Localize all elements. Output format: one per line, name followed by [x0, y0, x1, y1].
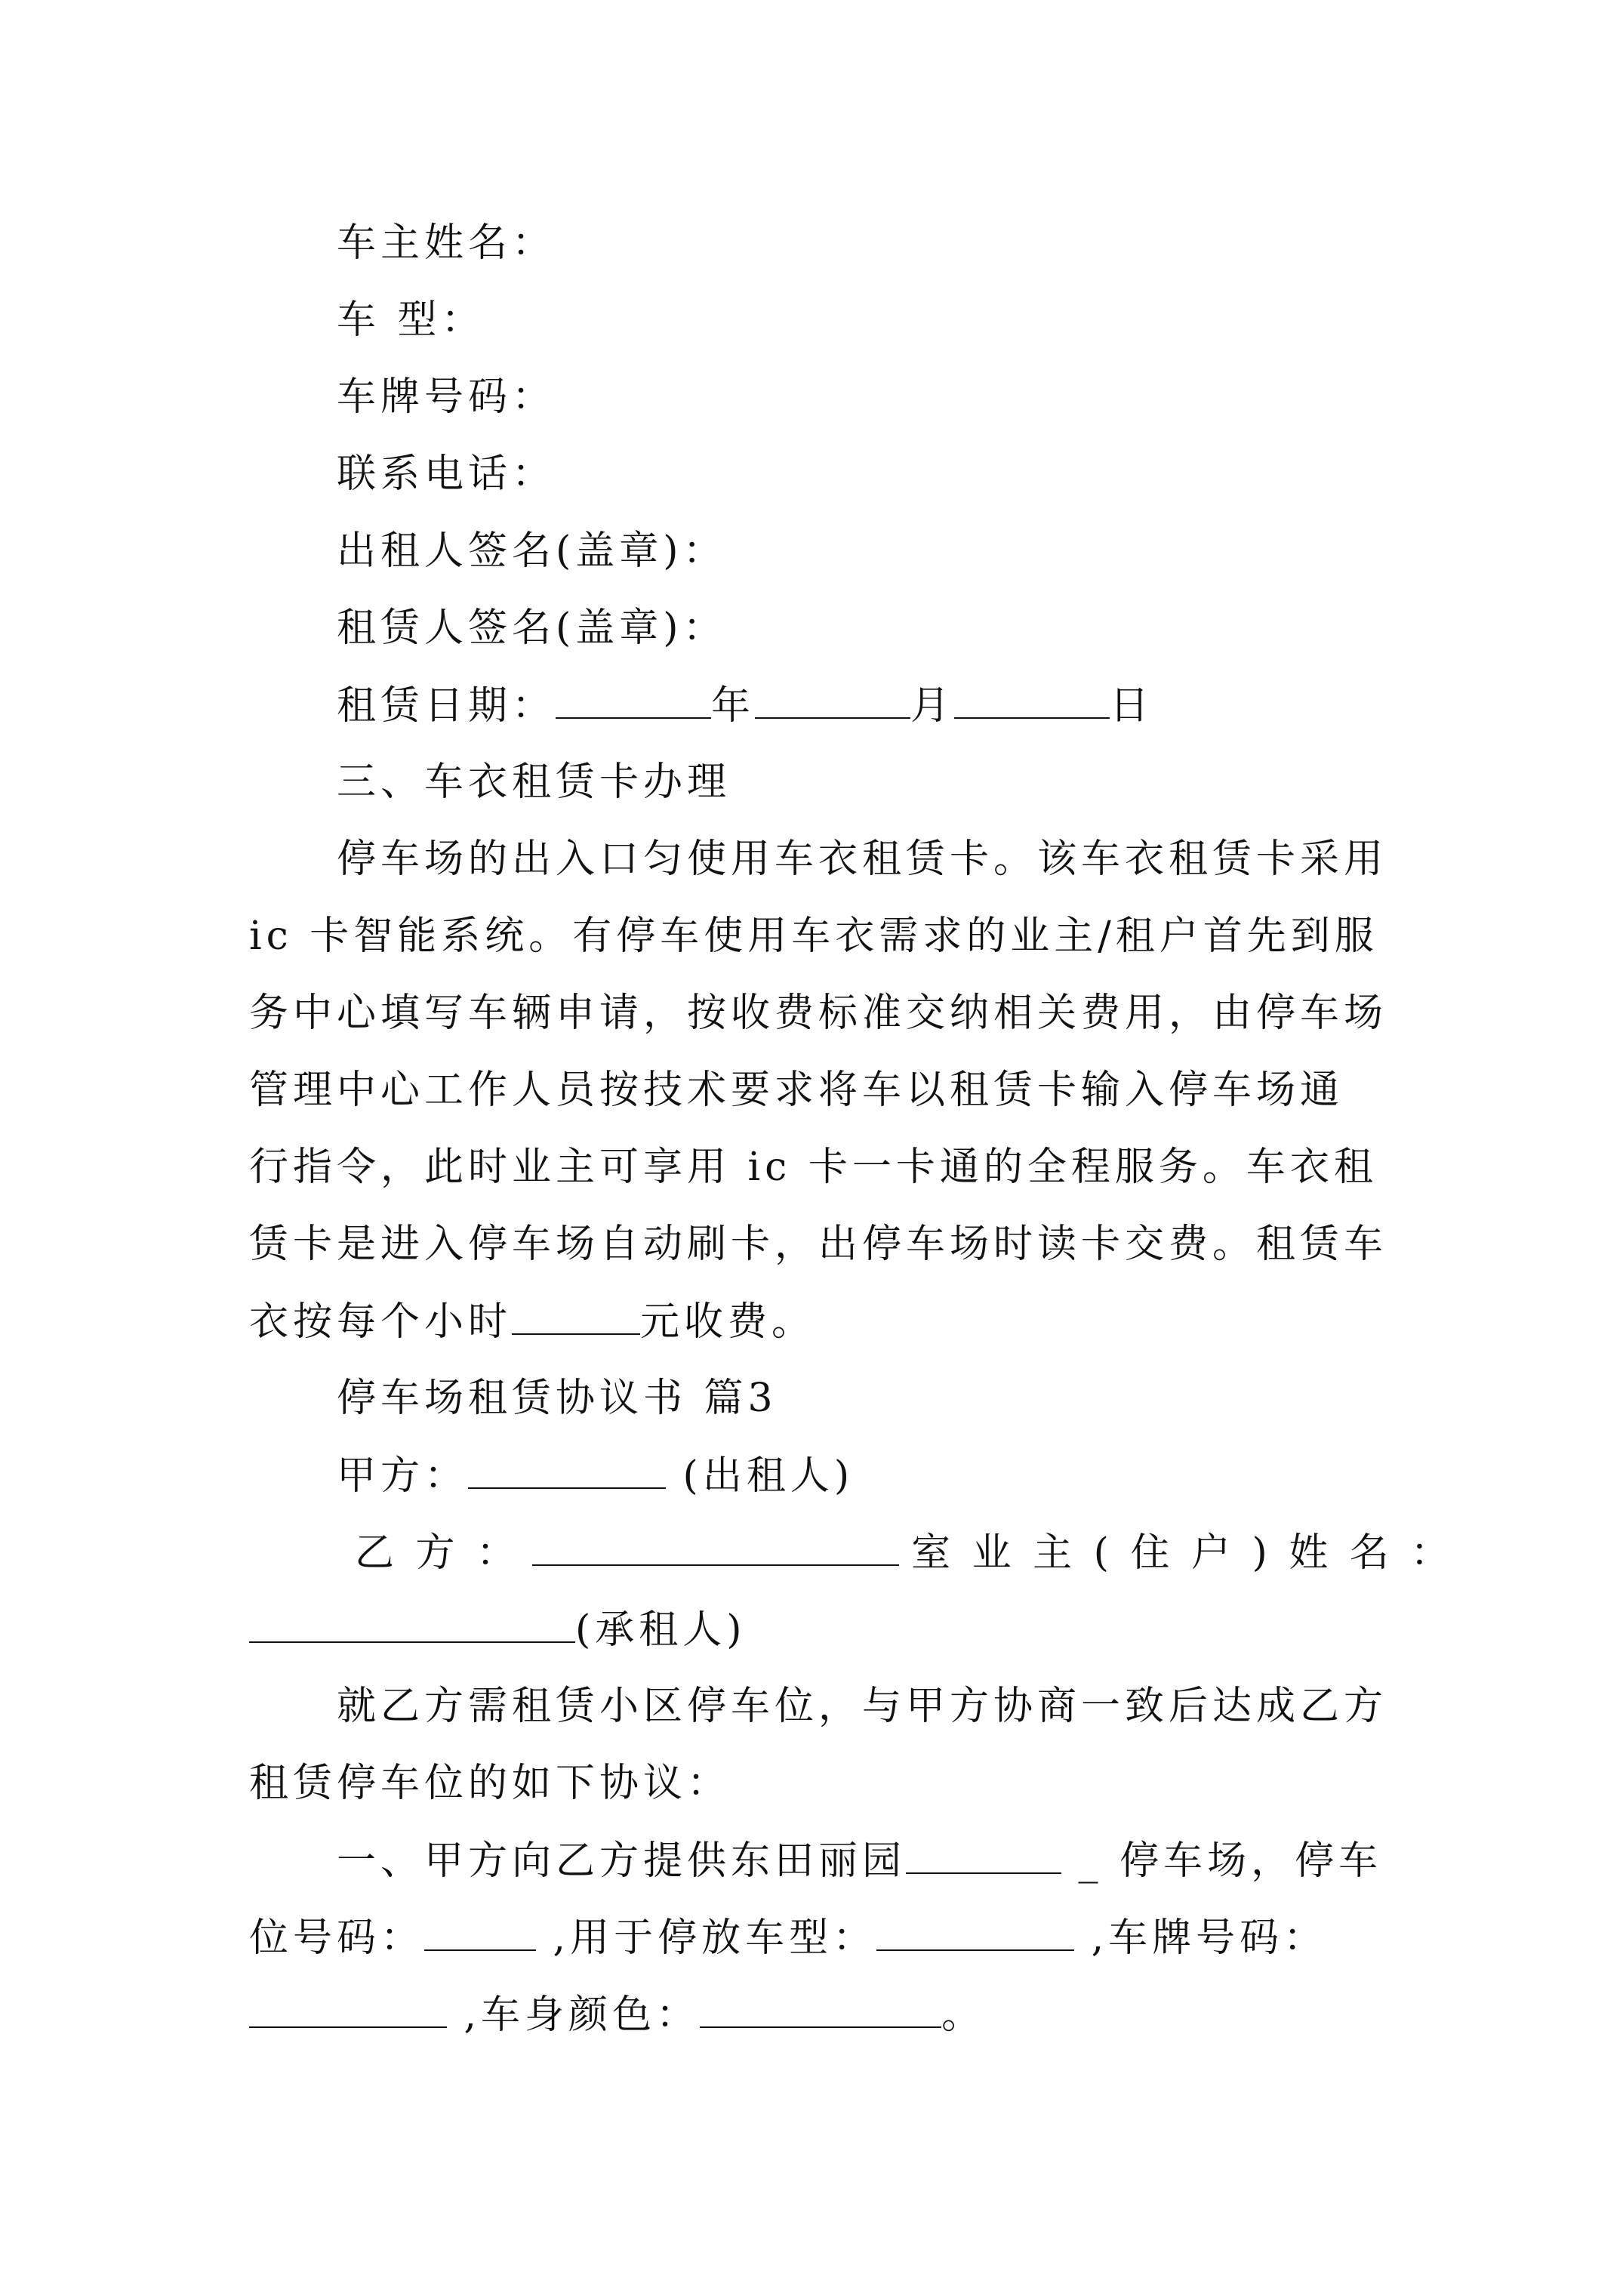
party-b-owner-label: 室 业 主 ( 住 户 ) 姓 名 ： — [911, 1530, 1455, 1576]
party-a-suffix: (出租人) — [666, 1453, 855, 1499]
intro-line: 租赁停车位的如下协议： — [249, 1761, 731, 1806]
day-blank — [954, 683, 1110, 719]
car-type-label: ,用于停放车型： — [536, 1915, 877, 1961]
party-a-blank — [468, 1453, 666, 1489]
plate-label: ,车牌号码： — [1074, 1915, 1328, 1961]
section3-para-line: 管理中心工作人员按技术要求将车以租赁卡输入停车场通 — [249, 1068, 1344, 1113]
agreement-title: 停车场租赁协议书 篇3 — [337, 1376, 778, 1421]
party-a-label: 甲方： — [337, 1453, 469, 1499]
plate-field: 车牌号码： — [337, 374, 556, 420]
clause1-prefix: 一、甲方向乙方提供东田丽园 — [337, 1838, 907, 1884]
party-b-name-blank — [249, 1607, 575, 1643]
lease-date-label: 租赁日期： — [337, 683, 556, 729]
section3-para-line: ic 卡智能系统。有停车使用车衣需求的业主/租户首先到服 — [249, 914, 1378, 959]
year-label: 年 — [711, 683, 756, 729]
space-number-label: 位号码： — [249, 1915, 425, 1961]
space-number-blank — [424, 1915, 536, 1951]
day-label: 日 — [1110, 683, 1154, 729]
intro-line: 就乙方需租赁小区停车位，与甲方协商一致后达成乙方 — [337, 1684, 1388, 1729]
hourly-rate-blank — [512, 1299, 640, 1335]
owner-name-field: 车主姓名： — [337, 220, 556, 266]
party-b-row — [355, 1530, 1454, 1576]
party-b-suffix: (承租人) — [575, 1607, 747, 1653]
month-blank — [755, 683, 910, 719]
hourly-rate-prefix: 衣按每个小时 — [249, 1299, 513, 1345]
section3-para-last-line — [249, 1299, 815, 1345]
section3-para-line: 赁卡是进入停车场自动刷卡，出停车场时读卡交费。租赁车 — [249, 1222, 1388, 1267]
lease-date-row — [337, 683, 1153, 729]
car-color-label: ,车身颜色： — [447, 1992, 701, 2038]
party-b-room-blank — [532, 1530, 899, 1566]
clause1-line — [249, 1992, 985, 2038]
party-a-row — [337, 1453, 854, 1499]
section3-heading: 三、车衣租赁卡办理 — [337, 760, 731, 805]
month-label: 月 — [910, 683, 955, 729]
clause1-end: 。 — [941, 1992, 986, 2038]
parking-lot-blank — [906, 1838, 1061, 1874]
lessee-signature-field: 租赁人签名(盖章)： — [337, 606, 727, 651]
plate-blank — [249, 1992, 447, 2028]
clause1-suffix: _ 停车场，停车 — [1061, 1838, 1383, 1884]
car-color-blank — [700, 1992, 941, 2028]
section3-para-line: 务中心填写车辆申请，按收费标准交纳相关费用，由停车场 — [249, 991, 1388, 1036]
car-type-blank — [876, 1915, 1074, 1951]
party-b-row-cont — [249, 1607, 747, 1653]
party-b-label: 乙 方 ： — [355, 1530, 521, 1576]
lessor-signature-field: 出租人签名(盖章)： — [337, 529, 727, 574]
hourly-rate-suffix: 元收费。 — [640, 1299, 816, 1345]
car-type-field: 车 型： — [337, 297, 485, 343]
section3-para-line: 行指令，此时业主可享用 ic 卡一卡通的全程服务。车衣租 — [249, 1145, 1378, 1190]
year-blank — [556, 683, 711, 719]
section3-para-line: 停车场的出入口匀使用车衣租赁卡。该车衣租赁卡采用 — [337, 837, 1388, 882]
clause1-line — [337, 1838, 1382, 1884]
clause1-line — [249, 1915, 1327, 1961]
phone-field: 联系电话： — [337, 451, 556, 497]
